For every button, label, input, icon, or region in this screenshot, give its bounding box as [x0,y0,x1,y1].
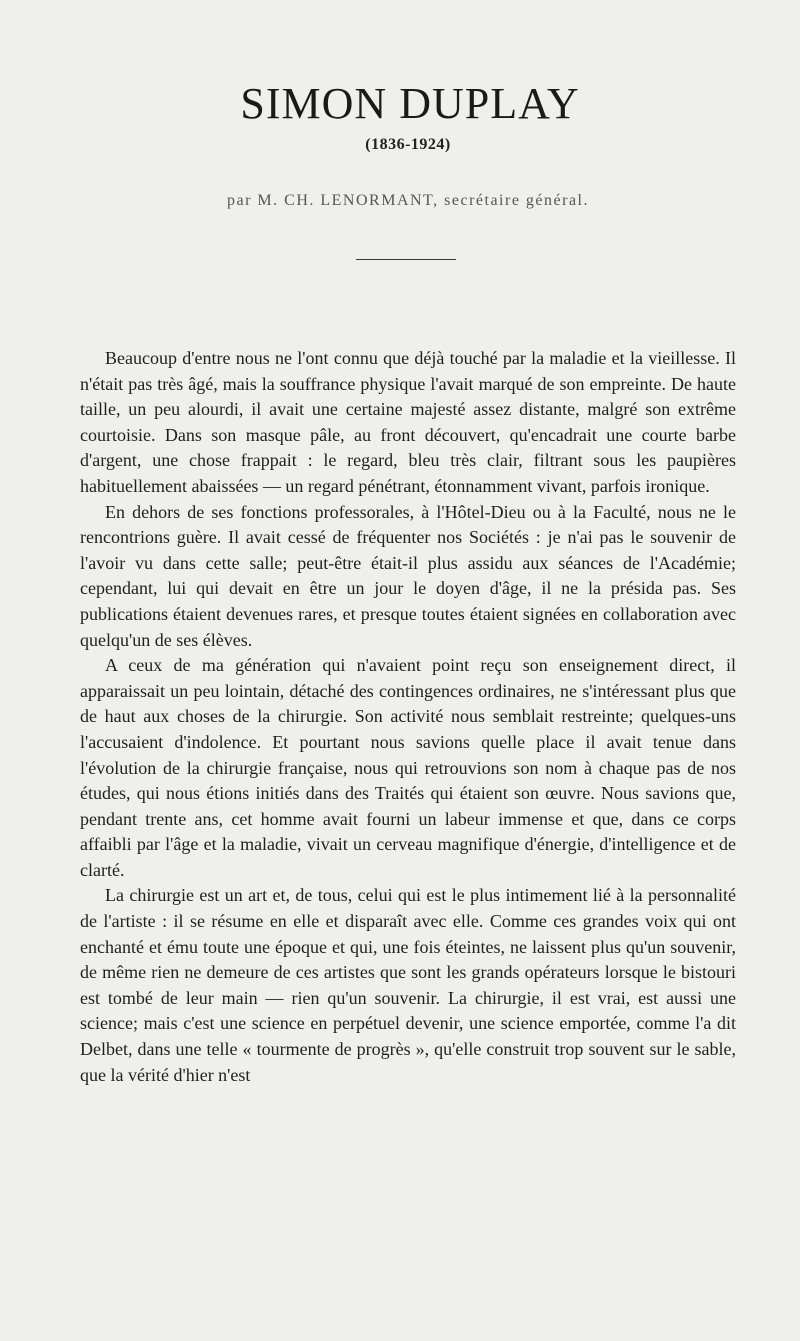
title-divider [356,259,456,260]
paragraph-4: La chirurgie est un art et, de tous, celui qui est le plus intimement lié à la personnalité de l'artiste : il se résume en elle et disparaît avec elle. Comme ces grandes voix qui ont enchanté et ému toute une époque et qui, une fois éteintes, ne laissent plus qu'un souvenir, de même rien ne demeure de ces artistes que sont les grands opérateurs lorsque le bistouri est tombé de leur main — rien qu'un souvenir. La chirurgie, il est vrai, est aussi une science; mais c'est une science en perpétuel devenir, une science emportée, comme l'a dit Delbet, dans une telle « tourmente de progrès », qu'elle construit trop souvent sur le sable, que la vérité d'hier n'est [80,885,736,1085]
article-title: SIMON DUPLAY [240,79,580,128]
author-byline: par M. CH. LENORMANT, secrétaire général. [227,192,589,209]
paragraph-1: Beaucoup d'entre nous ne l'ont connu que déjà touché par la maladie et la vieillesse. Il n'était pas très âgé, mais la souffrance physique l'avait marqué de son empreinte. De haute taille, un peu alourdi, il avait une certaine majesté assez distante, malgré son extrême courtoisie. Dans son masque pâle, au front découvert, qu'encadrait une courte barbe d'argent, une chose frappait : le regard, bleu très clair, filtrant sous les paupières habituellement abaissées — un regard pénétrant, étonnamment vivant, parfois ironique. [80,348,736,496]
article-body [80,346,736,1088]
life-dates: (1836-1924) [365,136,451,153]
paragraph-3: A ceux de ma génération qui n'avaient point reçu son enseignement direct, il apparaissait un peu lointain, détaché des contingences ordinaires, ne s'intéressant plus que de haut aux choses de la chirurgie. Son activité nous semblait restreinte; quelques-uns l'accusaient d'indolence. Et pourtant nous savions quelle place il avait tenue dans l'évolution de la chirurgie française, nous qui retrouvions son nom à chaque pas de nos études, qui nous étions initiés dans des Traités qui étaient son œuvre. Nous savions que, pendant trente ans, cet homme avait fourni un labeur immense et que, dans ce corps affaibli par l'âge et la maladie, vivait un cerveau magnifique d'énergie, d'intelligence et de clarté. [80,655,736,880]
paragraph-2: En dehors de ses fonctions professorales, à l'Hôtel-Dieu ou à la Faculté, nous ne le rencontrions guère. Il avait cessé de fréquenter nos Sociétés : je n'ai pas le souvenir de l'avoir vu dans cette salle; peut-être était-il plus assidu aux séances de l'Académie; cependant, lui qui devait en être un jour le doyen d'âge, il ne la présida pas. Ses publications étaient devenues rares, et presque toutes étaient signées en collaboration avec quelqu'un de ses élèves. [80,501,736,650]
